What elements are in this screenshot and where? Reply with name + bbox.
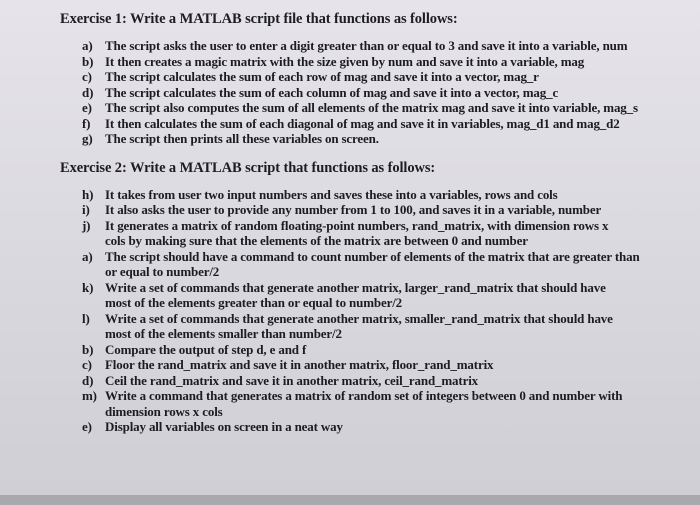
list-item (82, 388, 680, 419)
exercise2-list (82, 187, 680, 435)
item-marker: m) (82, 388, 97, 403)
item-marker: e) (82, 100, 92, 115)
item-marker: d) (82, 372, 94, 388)
item-marker: g) (82, 131, 93, 146)
item-text: The script should have a command to count number of elements of the matrix that are greater than or equal to number/2 (105, 248, 640, 279)
item-text: The script calculates the sum of each column of mag and save it into a vector, mag_c (105, 84, 559, 100)
list-item (82, 311, 680, 342)
item-text: It also asks the user to provide any number from 1 to 100, and saves it in a variable, number (105, 202, 602, 217)
item-text: The script calculates the sum of each row of mag and save it into a vector, mag_r (105, 69, 539, 84)
item-text: Compare the output of step d, e and f (105, 341, 307, 357)
item-text: Display all variables on screen in a neat way (105, 419, 343, 434)
list-item (82, 218, 680, 249)
item-marker: c) (82, 69, 92, 84)
list-item (82, 54, 680, 70)
item-text: Floor the rand_matrix and save it in another matrix, floor_rand_matrix (105, 357, 494, 372)
list-item (82, 373, 680, 389)
list-item (82, 357, 680, 373)
item-marker: c) (82, 357, 92, 372)
item-text: The script also computes the sum of all elements of the matrix mag and save it into variable, mag_s (105, 100, 638, 115)
item-marker: j) (82, 217, 91, 233)
exercise1-title: Exercise 1: Write a MATLAB script file that functions as follows: (60, 11, 458, 27)
item-text: Write a set of commands that generate another matrix, larger_rand_matrix that should have most of the elements greater than or equal to number/2 (105, 279, 606, 310)
item-marker: b) (82, 53, 94, 69)
item-marker: f) (82, 115, 91, 131)
list-item (82, 100, 680, 116)
item-marker: k) (82, 279, 94, 295)
item-text: The script asks the user to enter a digit greater than or equal to 3 and save it into a variable, num (105, 38, 628, 53)
item-text: Write a command that generates a matrix of random set of integers between 0 and number with dimension rows x cols (105, 388, 623, 419)
item-marker: i) (82, 202, 90, 217)
exercise1-list (82, 38, 680, 147)
item-text: It takes from user two input numbers and saves these into a variables, rows and cols (105, 186, 558, 202)
list-item (82, 69, 680, 85)
list-item (82, 342, 680, 358)
item-marker: a) (82, 38, 93, 53)
item-marker: b) (82, 341, 94, 357)
item-marker: a) (82, 248, 93, 264)
list-item (82, 249, 680, 280)
item-marker: h) (82, 186, 94, 202)
list-item (82, 187, 680, 203)
list-item (82, 38, 680, 54)
item-marker: l) (82, 310, 90, 326)
list-item (82, 116, 680, 132)
item-marker: d) (82, 84, 94, 100)
item-text: Write a set of commands that generate another matrix, smaller_rand_matrix that should have most of the elements smaller than number/2 (105, 310, 613, 341)
item-text: It generates a matrix of random floating-point numbers, rand_matrix, with dimension rows x cols by making sure that the elements of the matrix are between 0 and number (105, 217, 609, 248)
list-item (82, 280, 680, 311)
exercise2-title: Exercise 2: Write a MATLAB script that functions as follows: (60, 159, 436, 176)
list-item (82, 131, 680, 147)
list-item (82, 202, 680, 218)
item-text: The script then prints all these variables on screen. (105, 131, 379, 146)
item-text: It then creates a magic matrix with the size given by num and save it into a variable, mag (105, 53, 585, 69)
list-item (82, 419, 680, 435)
item-marker: e) (82, 419, 92, 434)
item-text: Ceil the rand_matrix and save it in another matrix, ceil_rand_matrix (105, 372, 479, 388)
item-text: It then calculates the sum of each diagonal of mag and save it in variables, mag_d1 and mag_d2 (105, 115, 620, 131)
list-item (82, 85, 680, 101)
